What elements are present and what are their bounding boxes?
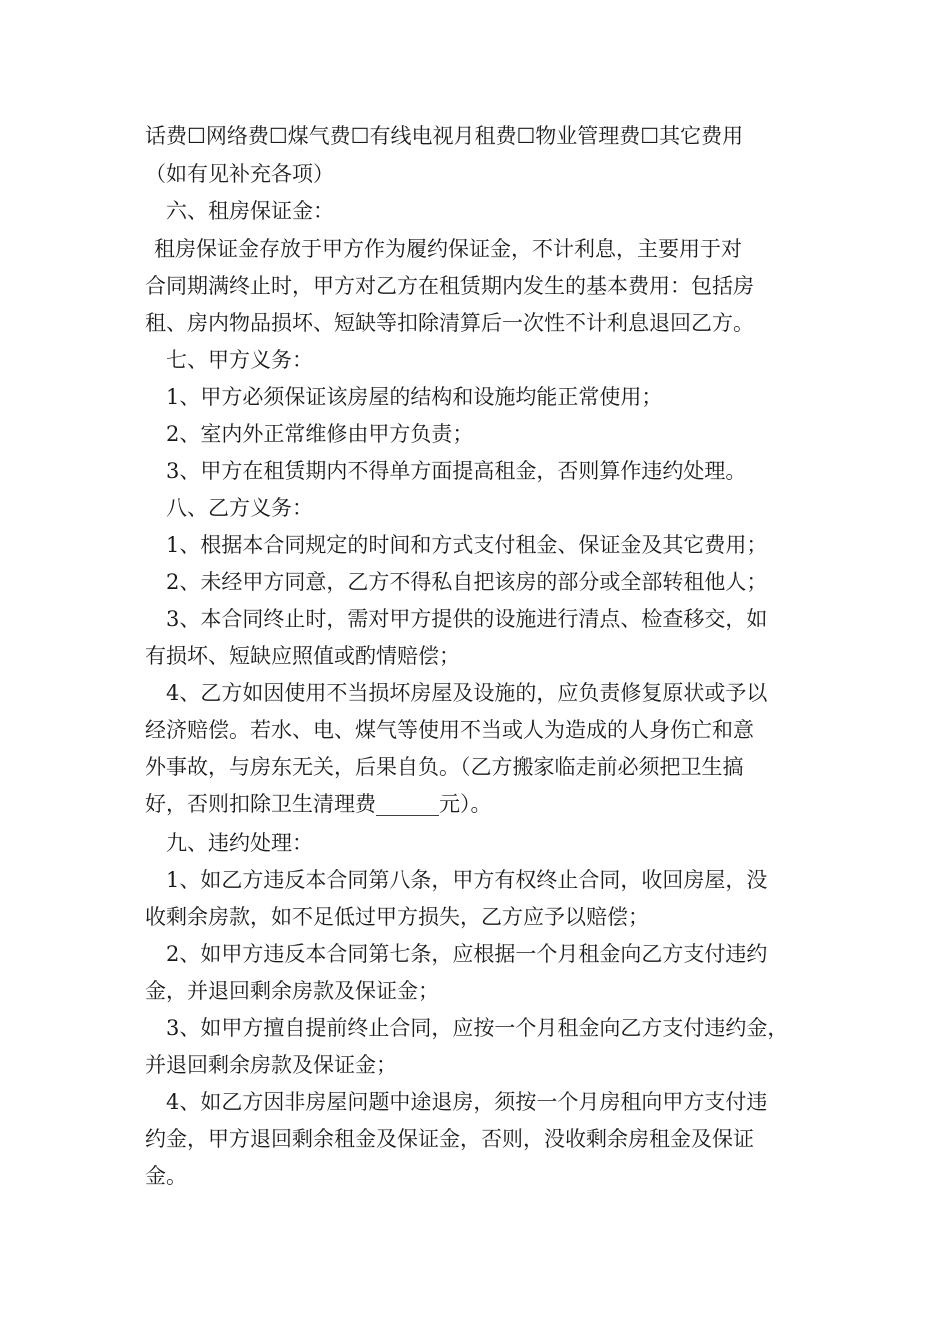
fee-checklist-note: （如有见补充各项）	[145, 162, 334, 186]
list-item-continuation: 金。	[145, 1164, 187, 1188]
list-item-continuation: 好，否则扣除卫生清理费______元）。	[145, 792, 492, 816]
paragraph-line: 合同期满终止时，甲方对乙方在租赁期内发生的基本费用：包括房	[145, 274, 754, 298]
section-heading-landlord-duties: 七、甲方义务：	[166, 348, 313, 372]
section-heading-tenant-duties: 八、乙方义务：	[166, 496, 313, 520]
list-item: 1、根据本合同规定的时间和方式支付租金、保证金及其它费用；	[166, 533, 768, 557]
list-item-continuation: 经济赔偿。若水、电、煤气等使用不当或人为造成的人身伤亡和意	[145, 718, 754, 742]
paragraph-line: 租、房内物品损坏、短缺等扣除清算后一次性不计利息退回乙方。	[145, 311, 754, 335]
list-item: 2、室内外正常维修由甲方负责；	[166, 422, 474, 446]
list-item-continuation: 收剩余房款，如不足低过甲方损失，乙方应予以赔偿；	[145, 905, 649, 929]
list-item-continuation: 约金，甲方退回剩余租金及保证金，否则，没收剩余房租金及保证	[145, 1127, 754, 1151]
list-item: 4、如乙方因非房屋问题中途退房，须按一个月房租向甲方支付违	[166, 1090, 768, 1114]
list-item: 1、甲方必须保证该房屋的结构和设施均能正常使用；	[166, 385, 663, 409]
list-item-continuation: 金，并退回剩余房款及保证金；	[145, 979, 439, 1003]
paragraph-line: 租房保证金存放于甲方作为履约保证金，不计利息，主要用于对	[154, 237, 742, 261]
section-heading-breach: 九、违约处理：	[166, 831, 313, 855]
list-item: 3、本合同终止时，需对甲方提供的设施进行清点、检查移交，如	[166, 607, 768, 631]
list-item: 2、未经甲方同意，乙方不得私自把该房的部分或全部转租他人；	[166, 570, 768, 594]
list-item: 3、甲方在租赁期内不得单方面提高租金，否则算作违约处理。	[166, 459, 747, 483]
list-item-continuation: 外事故，与房东无关，后果自负。（乙方搬家临走前必须把卫生搞	[145, 755, 744, 779]
list-item: 4、乙方如因使用不当损坏房屋及设施的，应负责修复原状或予以	[166, 681, 768, 705]
list-item-continuation: 并退回剩余房款及保证金；	[145, 1053, 397, 1077]
list-item: 1、如乙方违反本合同第八条，甲方有权终止合同，收回房屋，没	[166, 868, 768, 892]
list-item-continuation: 有损坏、短缺应照值或酌情赔偿；	[145, 644, 460, 668]
fee-checklist-line: 话费☐网络费☐煤气费☐有线电视月租费☐物业管理费☐其它费用	[145, 124, 744, 148]
list-item: 3、如甲方擅自提前终止合同，应按一个月租金向乙方支付违约金，	[166, 1016, 789, 1040]
list-item: 2、如甲方违反本合同第七条，应根据一个月租金向乙方支付违约	[166, 942, 768, 966]
section-heading-deposit: 六、租房保证金：	[166, 199, 334, 223]
